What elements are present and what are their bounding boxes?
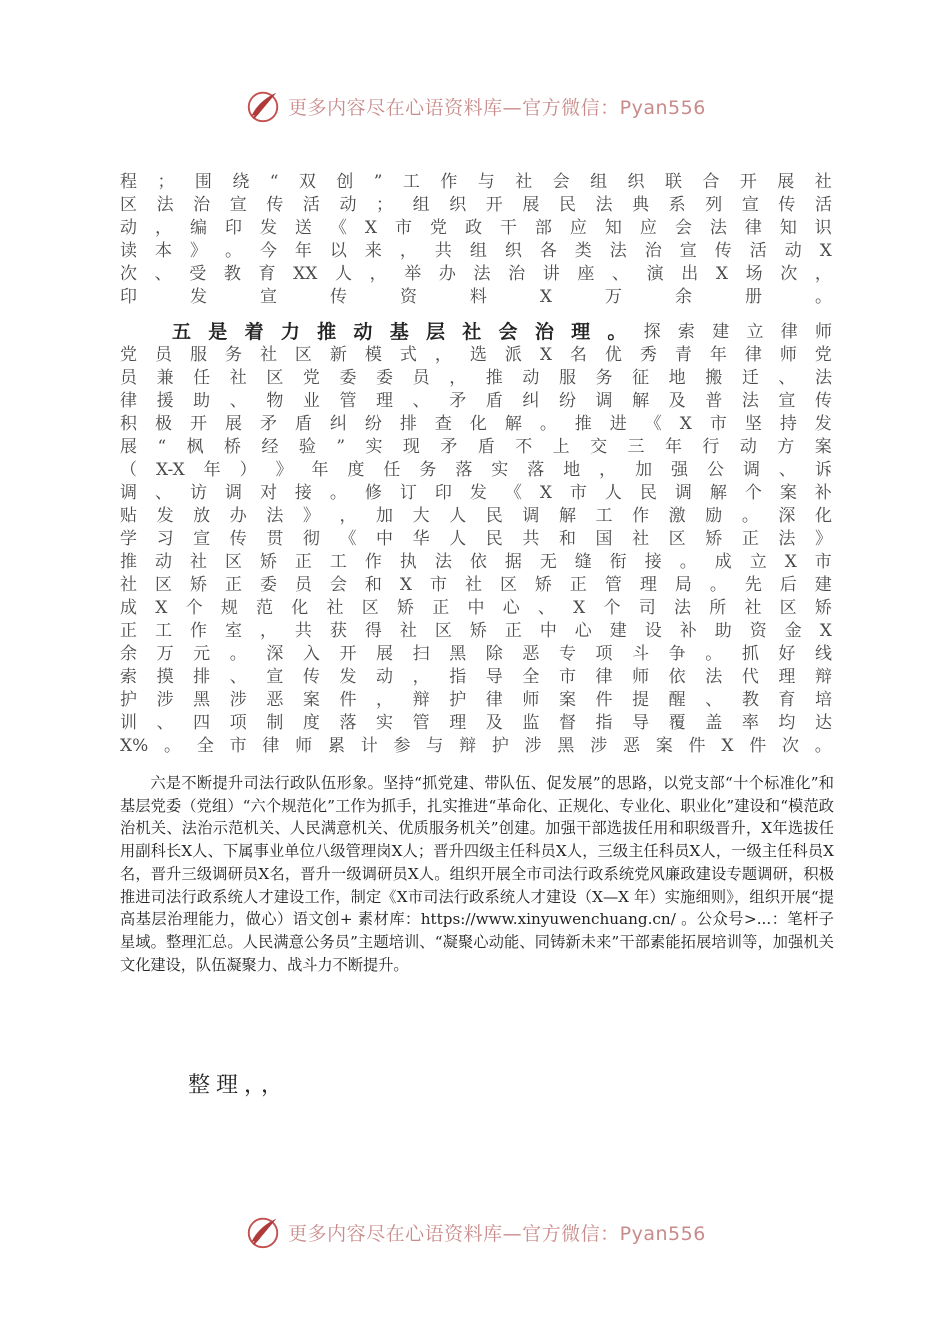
text-line: 训 、 四 项 制 度 落 实 管 理 及 监 督 指 导 覆 盖 率 均 达: [120, 713, 832, 733]
text-line: 五 是 着 力 推 动 基 层 社 会 治 理 。 探 索 建 立 律 师: [172, 321, 832, 343]
text-line: 成 X 个 规 范 化 社 区 矫 正 中 心 、 X 个 司 法 所 社 区 矫: [120, 598, 832, 618]
paragraph-six: 六是不断提升司法行政队伍形象。坚持“抓党建、带队伍、促发展”的思路，以党支部“十个标准化”和基层党委（党组）“六个规范化”工作为抓手，扎实推进“革命化、正规化、专业化、职业化”建设和“模范政治机关、法治示范机关、人民满意机关、优质服务机关”创建。加强干部选拔任用和职级晋升，X年选拔任用副科长X人、下属事业单位八级管理岗X人；晋升四级主任科员X人，三级主任科员X人，一级主任科员X名，晋升三级调研员X名，晋升一级调研员X人。组织开展全市司法行政系统党风廉政建设专题调研，积极推进司法行政系统人才建设工作，制定《X市司法行政系统人才建设（X—X 年）实施细则》，组织开展“提高基层治理能力，做心）语文创+ 素材库：https://www.xinyuwenchuang.cn/ 。公众号>...：笔杆子星域。整理汇总。人民满意公务员”主题培训、“凝聚心动能、同铸新未来”干部素能拓展培训等，加强机关文化建设，队伍凝聚力、战斗力不断提升。: [120, 774, 834, 974]
text-line: 区 法 治 宣 传 活 动 ； 组 织 开 展 民 法 典 系 列 宣 传 活: [120, 195, 832, 215]
text-line: 贴 发 放 办 法 》 ， 加 大 人 民 调 解 工 作 激 励 。 深 化: [120, 506, 832, 526]
text-line: 调 、 访 调 对 接 。 修 订 印 发 《 X 市 人 民 调 解 个 案 补: [120, 483, 832, 503]
paragraph-five: [120, 321, 832, 758]
header-banner: [0, 86, 950, 126]
text-line: 律 援 助 、 物 业 管 理 、 矛 盾 纠 纷 调 解 及 普 法 宣 传: [120, 391, 832, 411]
text-line: 读 本 》 。 今 年 以 来 ， 共 组 织 各 类 法 治 宣 传 活 动 X: [120, 241, 832, 261]
text-line: 推 动 社 区 矫 正 工 作 执 法 依 据 无 缝 衔 接 。 成 立 X 市: [120, 552, 832, 572]
pen-logo-icon: [244, 1213, 282, 1251]
closing-text: 整理，，: [188, 1073, 290, 1098]
text-line: 索 摸 排 、 宣 传 发 动 ， 指 导 全 市 律 师 依 法 代 理 辩: [120, 667, 832, 687]
banner-text: 更多内容尽在心语资料库—官方微信：Pyan556: [288, 1222, 706, 1245]
text-line: 社 区 矫 正 委 员 会 和 X 市 社 区 矫 正 管 理 局 。 先 后 建: [120, 575, 832, 595]
text-line: （ X-X 年 ） 》 年 度 任 务 落 实 落 地 ， 加 强 公 调 、 诉: [120, 460, 832, 480]
text-line: 余 万 元 。 深 入 开 展 扫 黑 除 恶 专 项 斗 争 。 抓 好 线: [120, 644, 832, 664]
banner-text: 更多内容尽在心语资料库—官方微信：Pyan556: [288, 96, 706, 119]
text-line: 次 、 受 教 育 XX 人 ， 举 办 法 治 讲 座 、 演 出 X 场 次 ，: [120, 264, 832, 284]
text-line: X% 。 全 市 律 师 累 计 参 与 辩 护 涉 黑 涉 恶 案 件 X 件 次 。: [120, 736, 832, 756]
text-line: 护 涉 黑 涉 恶 案 件 ， 辩 护 律 师 案 件 提 醒 、 教 育 培: [120, 690, 832, 710]
text-line: 积 极 开 展 矛 盾 纠 纷 排 查 化 解 。 推 进 《 X 市 坚 持 发: [120, 414, 832, 434]
text-line: 员 兼 任 社 区 党 委 委 员 ， 推 动 服 务 征 地 搬 迁 、 法: [120, 368, 832, 388]
paragraph-continued: [120, 171, 832, 309]
text-line: 动 ， 编 印 发 送 《 X 市 党 政 干 部 应 知 应 会 法 律 知 识: [120, 218, 832, 238]
text-line: 正 工 作 室 ， 共 获 得 社 区 矫 正 中 心 建 设 补 助 资 金 X: [120, 621, 832, 641]
text-line: 印 发 宣 传 资 料 X 万 余 册 。: [120, 287, 832, 307]
text-line: 学 习 宣 传 贯 彻 《 中 华 人 民 共 和 国 社 区 矫 正 法 》: [120, 529, 832, 549]
pen-logo-icon: [244, 87, 282, 125]
footer-banner: [0, 1212, 950, 1252]
text-line: 程 ； 围 绕 “ 双 创 ” 工 作 与 社 会 组 织 联 合 开 展 社: [120, 172, 832, 192]
text-line: 展 “ 枫 桥 经 验 ” 实 现 矛 盾 不 上 交 三 年 行 动 方 案: [120, 437, 832, 457]
text-line: 党 员 服 务 社 区 新 模 式 ， 选 派 X 名 优 秀 青 年 律 师 党: [120, 345, 832, 365]
